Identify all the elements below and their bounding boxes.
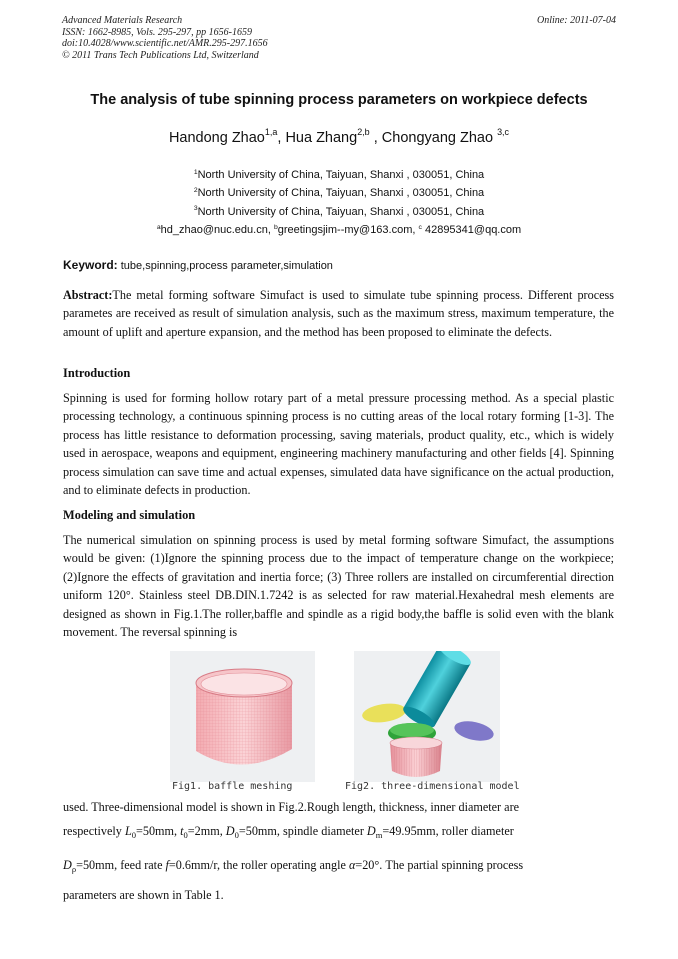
param-text: respectively — [63, 824, 125, 838]
email-text: greetingsjim--my@163.com, — [277, 223, 419, 236]
figure-baffle-meshing — [170, 651, 315, 782]
introduction-heading: Introduction — [63, 366, 131, 380]
journal-name: Advanced Materials Research — [62, 15, 183, 26]
affiliation-line — [0, 203, 678, 221]
journal-header — [62, 15, 268, 61]
symbol-D: D — [225, 824, 235, 838]
subscript: 0 — [183, 829, 188, 840]
modeling-paragraph: The numerical simulation on spinning process is used by metal forming software Simufact, the assumptions would be given: (1)Ignore the spinning process due to the impact of temperature change on the workpiece; (2)Ignore the effects of gravitation and inertia force; (3) Three rollers are installed on circumferential direction uniform 120°. Stainless steel DB.DIN.1.7242 is as selected for raw material.Hexahedral mesh elements are designed as shown in Fig.1.The roller,baffle and spindle as a rigid body,the baffle is solid even with the blank movement. The reversal spinning is — [63, 533, 614, 640]
author-name: Handong Zhao — [168, 130, 265, 146]
param-text: =50mm, — [135, 824, 181, 838]
author-sup: 2,b — [357, 126, 370, 137]
affiliation-sup: 2 — [193, 186, 198, 194]
email-sup: b — [273, 223, 278, 231]
keyword-text: tube,spinning,process parameter,simulation — [120, 260, 333, 272]
param-text: =50mm, feed rate — [76, 858, 166, 872]
body-line: used. Three-dimensional model is shown in Fig.2.Rough length, thickness, inner diameter are — [63, 800, 520, 814]
affiliation-sup: 3 — [193, 205, 198, 213]
paper-title: The analysis of tube spinning process parameters on workpiece defects — [90, 92, 588, 108]
param-text: =50mm, spindle diameter — [238, 824, 367, 838]
abstract-paragraph — [63, 286, 614, 341]
param-text: =20°. The partial spinning process — [355, 858, 524, 872]
email-line — [0, 221, 678, 239]
modeling-heading: Modeling and simulation — [63, 508, 196, 522]
figure1-caption: Fig1. baffle meshing — [172, 781, 293, 792]
author-list: Handong Zhao$^{1,a}$, Hua Zhang$^{2,b}$ , Chongyang Zhao $^{3,c}$ — [168, 126, 510, 146]
param-text: =49.95mm, roller diameter — [382, 824, 514, 838]
affiliation-text: North University of China, Taiyuan, Shanxi , 030051, China — [197, 169, 485, 181]
keyword-line — [63, 258, 333, 272]
figure2-caption: Fig2. three-dimensional model — [345, 781, 520, 792]
email-sup: a — [156, 223, 161, 231]
subscript: m — [375, 829, 383, 840]
three-d-model-illustration — [354, 651, 500, 782]
author-name: Chongyang Zhao — [381, 130, 494, 146]
symbol-alpha: α — [348, 858, 356, 872]
author-name: Hua Zhang — [285, 130, 358, 146]
issn-line: ISSN: 1662-8985, Vols. 295-297, pp 1656-1659 — [62, 26, 252, 38]
baffle-mesh-illustration — [170, 651, 315, 782]
keyword-label: Keyword: — [63, 258, 118, 272]
figure-three-dimensional-model — [354, 651, 500, 782]
introduction-paragraph: Spinning is used for forming hollow rotary part of a metal pressure processing method. As a special plastic processing technology, a continuous spinning process is no cutting areas of the local rotary forming [1-3]. The process has little resistance to deformation processing, saving materials, product quality, etc., which is widely used in aerospace, weapons and equipment, engineering machinery manufacturing and other fields [4]. Spinning process simulation can save time and actual expenses, simulated data have significance on the actual production, and to eliminate defects in production. — [63, 391, 614, 498]
symbol-D: D — [366, 824, 376, 838]
affiliation-block — [0, 166, 678, 239]
affiliation-text: North University of China, Taiyuan, Shanxi , 030051, China — [197, 187, 485, 200]
affiliation-line — [0, 184, 678, 202]
copyright-line: © 2011 Trans Tech Publications Ltd, Switzerland — [62, 49, 259, 61]
symbol-D: D — [63, 858, 72, 872]
email-text: 42895341@qq.com — [421, 223, 522, 236]
abstract-label: Abstract: — [63, 288, 113, 302]
parameter-line — [63, 858, 614, 874]
subscript: ρ — [71, 863, 77, 874]
param-text: =0.6mm/r, the roller operating angle — [168, 858, 349, 872]
symbol-f: f — [165, 858, 169, 872]
subscript: 0 — [234, 829, 239, 840]
symbol-t: t — [180, 824, 184, 838]
online-date: Online: 2011-07-04 — [537, 15, 616, 26]
author-sup: 3,c — [497, 126, 510, 137]
affiliation-line — [0, 166, 678, 184]
symbol-L: L — [124, 824, 132, 838]
body-line: parameters are shown in Table 1. — [63, 888, 224, 902]
affiliation-sup: 1 — [193, 168, 198, 176]
subscript: 0 — [131, 829, 136, 840]
author-sup: 1,a — [264, 126, 278, 137]
parameter-line — [63, 824, 614, 840]
email-sup: c — [418, 223, 422, 231]
param-text: =2mm, — [187, 824, 226, 838]
email-text: hd_zhao@nuc.edu.cn, — [160, 223, 274, 236]
abstract-text: The metal forming software Simufact is used to simulate tube spinning process. Different process parametes are received as result of simulation analysis, such as the maximum stress, maximum temperature, the amount of uplift and aperture expansion, and the method has been proposed to eliminate the defects. — [63, 288, 614, 339]
affiliation-text: North University of China, Taiyuan, Shanxi , 030051, China — [197, 205, 485, 218]
doi-line: doi:10.4028/www.scientific.net/AMR.295-297.1656 — [62, 38, 268, 49]
